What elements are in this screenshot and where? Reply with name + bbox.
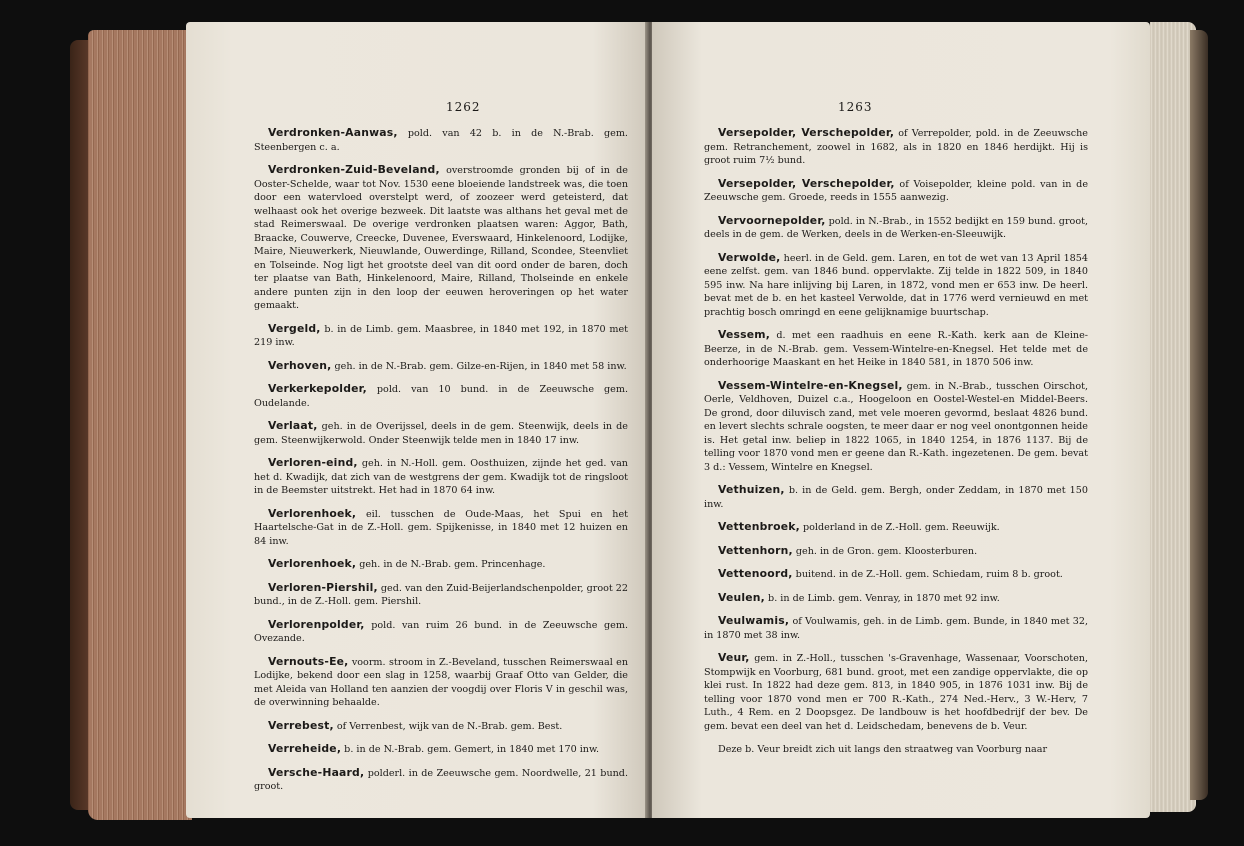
entry-body: gem. in N.-Brab., tusschen Oirschot, Oerle, Veldhoven, Duizel c.a., Hoogeloon en Oostel-Westel-en Middel-Beers. De grond, door diluvisch zand, met vele moeren gevormd, beslaat 4826 bund. en levert slechts schrale oogsten, te meer daar er nog veel onontgonnen heide is. Het getal inw. beliep in 1822 1065, in 1840 1254, in 1876 1137. Bij de telling voor 1870 vond men er geene dan R.-Kath. ingezetenen. De gem. bevat 3 d.: Vessem, Wintelre en Knegsel. <box>704 380 1088 473</box>
entry-headword: Vettenbroek, <box>718 520 800 533</box>
entry-headword: Verloren-Piershil, <box>268 580 378 594</box>
dictionary-entry <box>254 382 628 410</box>
right-page <box>652 22 1150 818</box>
entry-body: polderland in de Z.-Holl. gem. Reeuwijk. <box>799 522 1000 533</box>
dictionary-entry <box>704 251 1088 320</box>
entry-headword: Verdronken-Zuid-Beveland, <box>268 163 440 176</box>
entry-headword: Verlaat, <box>268 419 318 432</box>
entry-body: b. in de N.-Brab. gem. Gemert, in 1840 met 170 inw. <box>341 744 600 755</box>
entry-body: eil. tusschen de Oude-Maas, het Spui en het Haartelsche-Gat in de Z.-Holl. gem. Spijkenisse, in 1840 met 12 huizen en 84 inw. <box>254 508 628 547</box>
entry-body: b. in de Geld. gem. Bergh, onder Zeddam, in 1870 met 150 inw. <box>704 485 1088 510</box>
entry-headword: Vettenhorn, <box>718 543 793 557</box>
dictionary-entry <box>254 419 628 447</box>
entry-headword: Versche-Haard, <box>268 765 365 779</box>
dictionary-entry <box>704 567 1088 582</box>
entry-headword: Vervoornepolder, <box>718 213 826 227</box>
entry-headword: Verreheide, <box>268 742 342 755</box>
dictionary-entry <box>704 214 1088 242</box>
entry-headword: Veulwamis, <box>718 614 790 627</box>
entry-headword: Versepolder, Verschepolder, <box>718 126 895 139</box>
right-page-text <box>704 126 1088 766</box>
entry-headword: Verwolde, <box>718 250 781 264</box>
page-edges-left <box>88 30 192 820</box>
entry-headword: Verdronken-Aanwas, <box>268 126 398 139</box>
dictionary-entry <box>254 719 628 734</box>
entry-headword: Verhoven, <box>268 358 332 372</box>
dictionary-entry <box>704 379 1088 475</box>
entry-headword: Vettenoord, <box>718 567 793 580</box>
entry-body: geh. in de N.-Brab. gem. Gilze-en-Rijen, in 1840 met 58 inw. <box>331 360 627 372</box>
entry-body: pold. in N.-Brab., in 1552 bedijkt en 159 bund. groot, deels in de gem. de Werken, deels in de Werken-en-Sleeuwijk. <box>704 215 1088 240</box>
entry-headword: Versepolder, Verschepolder, <box>718 176 895 190</box>
entry-body: buitend. in de Z.-Holl. gem. Schiedam, ruim 8 b. groot. <box>792 569 1063 580</box>
entry-headword: Verrebest, <box>268 718 334 732</box>
dictionary-entry <box>254 557 628 572</box>
entry-headword: Vessem-Wintelre-en-Knegsel, <box>718 378 903 392</box>
dictionary-entry <box>254 742 628 757</box>
entry-body: gem. in Z.-Holl., tusschen 's-Gravenhage, Wassenaar, Voorschoten, Stompwijk en Voorburg, 681 bund. groot, met een zandige oppervlakte, die op klei rust. In 1822 had deze gem. 813, in 1840 905, in 1876 1031 inw. Bij de telling voor 1870 vond men er 700 R.-Kath., 274 Ned.-Herv., 3 W.-Herv, 7 Luth., 4 Rem. en 2 Doopsgez. De landbouw is het hoofdbedrijf der bev. De gem. bevat een deel van het d. Leidschedam, benevens de b. Veur. <box>704 653 1088 732</box>
dictionary-entry <box>254 618 628 646</box>
entry-body: geh. in de Gron. gem. Kloosterburen. <box>792 545 978 557</box>
entry-body: geh. in de N.-Brab. gem. Princenhage. <box>356 559 546 570</box>
book-cover-right <box>1190 30 1208 800</box>
left-page <box>186 22 648 818</box>
dictionary-entry <box>254 456 628 498</box>
dictionary-entry <box>254 163 628 313</box>
entry-body: pold. van 10 bund. in de Zeeuwsche gem. Oudelande. <box>254 384 628 409</box>
dictionary-entry <box>704 177 1088 205</box>
entry-body: heerl. in de Geld. gem. Laren, en tot de wet van 13 April 1854 eene zelfst. gem. van 1846 bund. oppervlakte. Zij telde in 1822 509, in 1840 595 inw. Na hare inlijving bij Laren, in 1872, vond men er 653 inw. De heerl. bevat met de b. en het kasteel Verwolde, dat in 1776 werd vernieuwd en met prachtig bosch omringd en eene gelijknamige buurtschap. <box>704 252 1088 318</box>
entry-headword: Verkerkepolder, <box>268 382 367 395</box>
entry-body: b. in de Limb. gem. Venray, in 1870 met 92 inw. <box>765 592 1000 604</box>
entry-body: of Voulwamis, geh. in de Limb. gem. Bunde, in 1840 met 32, in 1870 met 38 inw. <box>704 616 1088 641</box>
dictionary-entry <box>704 742 1088 757</box>
entry-headword: Verloren-eind, <box>268 456 358 469</box>
entry-headword: Veur, <box>718 651 750 664</box>
dictionary-entry <box>254 507 628 549</box>
entry-body: of Voisepolder, kleine pold. van in de Zeeuwsche gem. Groede, reeds in 1555 aanwezig. <box>704 178 1088 203</box>
entry-body: geh. in de Overijssel, deels in de gem. Steenwijk, deels in de gem. Steenwijkerwold. Onder Steenwijk telde men in 1840 17 inw. <box>254 421 628 446</box>
entry-body: Deze b. Veur breidt zich uit langs den straatweg van Voorburg naar <box>718 744 1048 755</box>
entry-headword: Verlorenpolder, <box>268 617 365 631</box>
entry-headword: Verlorenhoek, <box>268 506 357 520</box>
entry-headword: Vernouts-Ee, <box>268 654 349 668</box>
dictionary-entry <box>704 520 1088 535</box>
entry-body: overstroomde gronden bij of in de Ooster-Schelde, waar tot Nov. 1530 eene bloeiende landstreek was, die toen door een watervloed overstelpt werd, of zoozeer werd geteisterd, dat welhaast ook het overige bezweek. Dit laatste was althans het geval met de stad Reimerswaal. De overige verdronken plaatsen waren: Aggor, Bath, Braacke, Couwerve, Creecke, Duvenee, Everswaard, Hinkelenoord, Lodijke, Maire, Nieuwerkerk, Nieuwlande, Ouwerdinge, Rilland, Scondee, Steenvliet en Tolseinde. Nog ligt het grootste deel van dit oord onder de baren, doch ter plaatse van Bath, Hinkelenoord, Maire, Rilland, Tholseinde en enkele andere punten zijn in den loop der eeuwen heroveringen op het water gemaakt. <box>254 165 628 311</box>
dictionary-entry <box>704 591 1088 606</box>
entry-body: of Verrepolder, pold. in de Zeeuwsche gem. Retranchement, zoowel in 1682, als in 1820 en 1846 herdijkt. Hij is groot ruim 7½ bund. <box>704 128 1088 166</box>
dictionary-entry <box>704 614 1088 642</box>
entry-headword: Vergeld, <box>268 321 321 335</box>
entry-body: polderl. in de Zeeuwsche gem. Noordwelle, 21 bund. groot. <box>254 767 628 792</box>
dictionary-entry <box>704 126 1088 168</box>
entry-headword: Verlorenhoek, <box>268 557 357 570</box>
dictionary-entry <box>254 322 628 350</box>
entry-body: geh. in N.-Holl. gem. Oosthuizen, zijnde het ged. van het d. Kwadijk, dat zich van de westgrens der gem. Kwadijk tot de ringsloot in de Beemster uitstrekt. Het had in 1870 64 inw. <box>254 458 628 496</box>
dictionary-entry <box>704 544 1088 559</box>
dictionary-entry <box>254 581 628 609</box>
left-page-text <box>254 126 628 803</box>
page-number-left: 1262 <box>446 100 481 114</box>
entry-headword: Vethuizen, <box>718 483 785 496</box>
entry-body: ged. van den Zuid-Beijerlandschenpolder, groot 22 bund., in de Z.-Holl. gem. Piershil. <box>254 582 628 607</box>
dictionary-entry <box>704 651 1088 733</box>
dictionary-entry <box>254 126 628 154</box>
entry-headword: Veulen, <box>718 590 765 604</box>
entry-body: d. met een raadhuis en eene R.-Kath. kerk aan de Kleine-Beerze, in de N.-Brab. gem. Vessem-Wintelre-en-Knegsel. Het telde met de onderhoorige Maaskant en het Heike in 1840 581, in 1870 506 inw. <box>704 330 1088 368</box>
entry-headword: Vessem, <box>718 328 771 341</box>
dictionary-entry <box>254 766 628 794</box>
entry-body: of Verrenbest, wijk van de N.-Brab. gem. Best. <box>333 720 563 732</box>
entry-body: pold. van ruim 26 bund. in de Zeeuwsche gem. Ovezande. <box>254 619 628 644</box>
dictionary-entry <box>704 328 1088 370</box>
entry-body: pold. van 42 b. in de N.-Brab. gem. Steenbergen c. a. <box>254 128 628 153</box>
entry-body: voorm. stroom in Z.-Beveland, tusschen Reimerswaal en Lodijke, bekend door een slag in 1258, waarbij Graaf Otto van Gelder, die met Aleida van Holland ten aanzien der voogdij over Floris V in geschil was, de overwinning behaalde. <box>254 656 628 708</box>
page-number-right: 1263 <box>838 100 873 114</box>
dictionary-entry <box>254 655 628 710</box>
dictionary-entry <box>254 359 628 374</box>
dictionary-entry <box>704 483 1088 511</box>
entry-body: b. in de Limb. gem. Maasbree, in 1840 met 192, in 1870 met 219 inw. <box>254 323 628 348</box>
